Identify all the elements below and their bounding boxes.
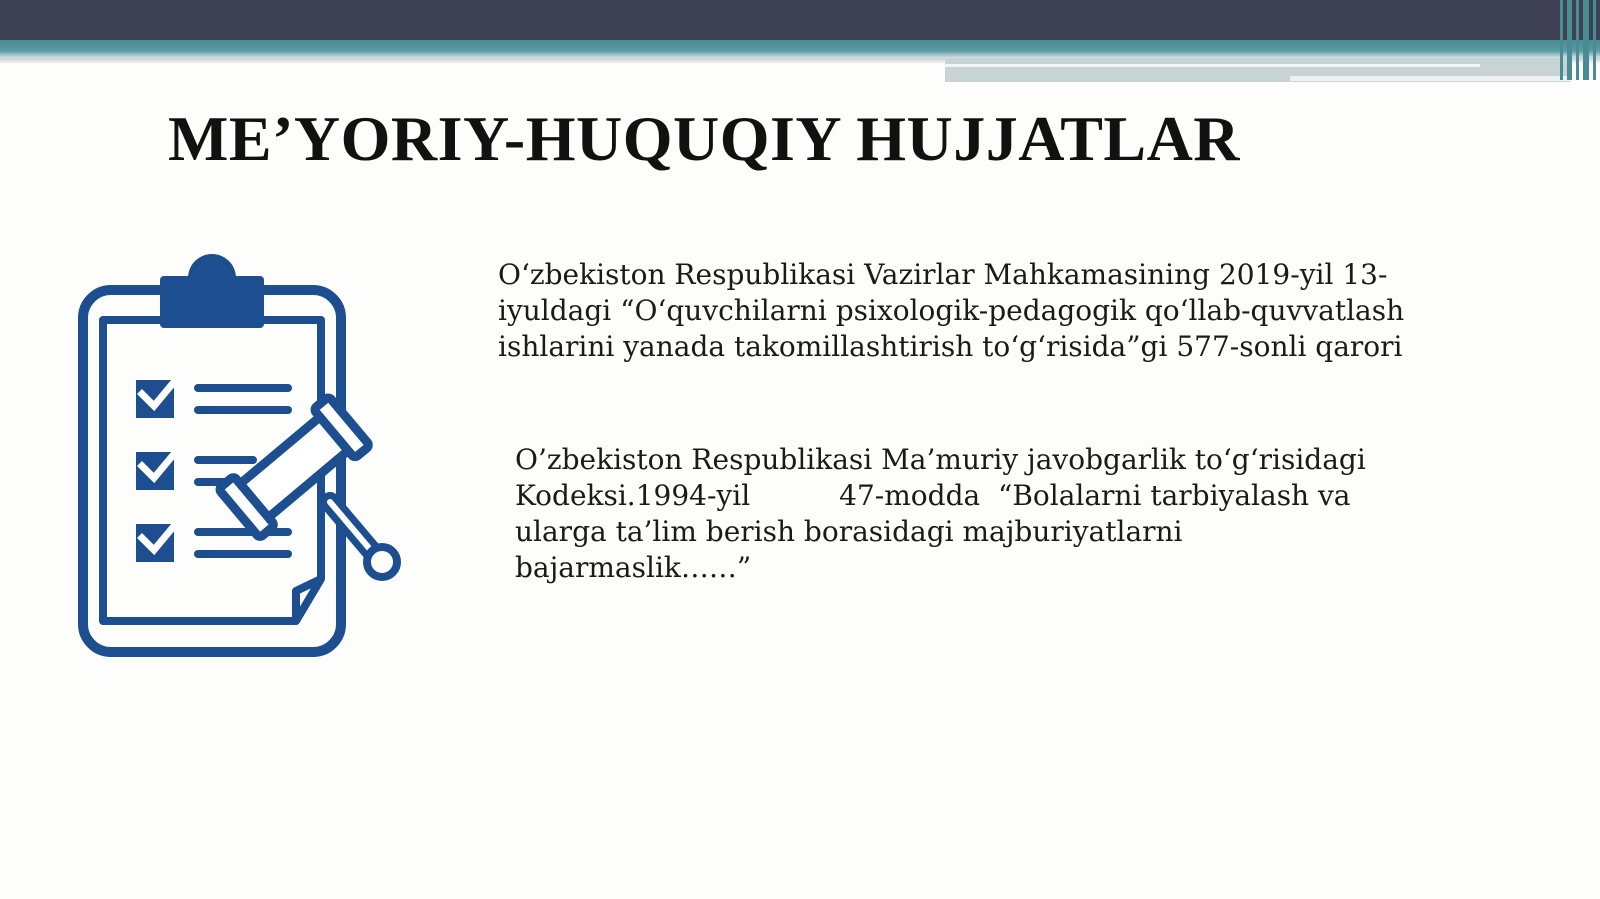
slide-title: ME’YORIY-HUQUQIY HUJJATLAR bbox=[168, 103, 1240, 174]
header-stripes bbox=[1558, 0, 1600, 80]
paragraph-code: O’zbekiston Respublikasi Ma’muriy javobgarlik to‘g‘risidagi Kodeksi.1994-yil 47-modda “Bolalarni tarbiyalash va ularga ta’lim berish borasidagi majburiyatlarni bajarmaslik……” bbox=[515, 443, 1375, 584]
paragraph-resolution: O‘zbekiston Respublikasi Vazirlar Mahkamasining 2019-yil 13-iyuldagi “O‘quvchilarni psixologik-pedagogik qo‘llab-quvvatlash ishlarini yanada takomillashtirish to‘g‘risida”gi 577-sonli qarori bbox=[498, 258, 1405, 363]
header-dark-bar bbox=[0, 0, 1600, 40]
header-teal-band bbox=[0, 40, 1600, 58]
clipboard-checklist-gavel-icon bbox=[78, 254, 408, 664]
header-right-line bbox=[1290, 76, 1570, 81]
